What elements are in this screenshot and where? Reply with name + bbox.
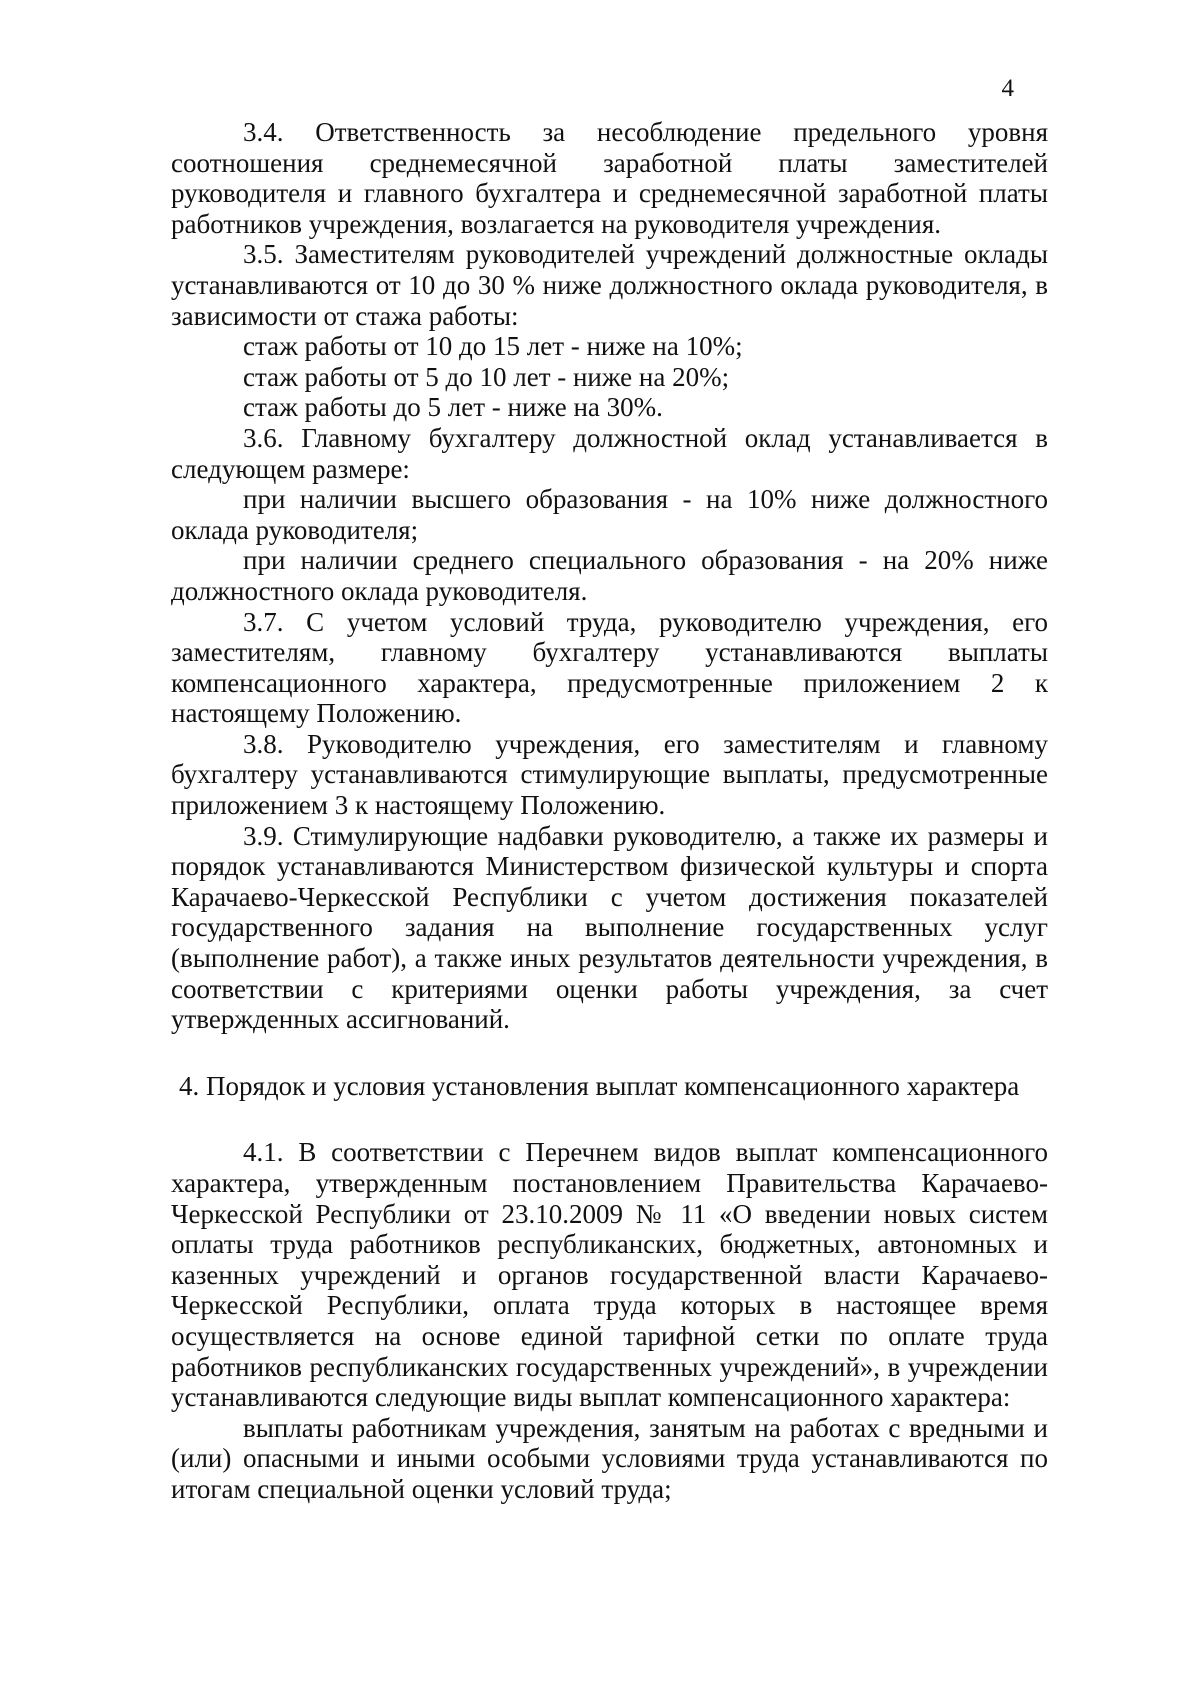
page-number: 4 — [1001, 75, 1014, 102]
list-item: стаж работы до 5 лет - ниже на 30%. — [243, 392, 663, 423]
list-item: стаж работы от 5 до 10 лет - ниже на 20%; — [243, 361, 730, 392]
list-item: стаж работы от 10 до 15 лет - ниже на 10%; — [243, 331, 743, 362]
paragraph-4-1: 4.1. В соответствии с Перечнем видов выплат компенсационного характера, утвержденным постановлением Правительства Карачаево-Черкесской Республики от 23.10.2009 № 11 «О введении новых систем оплаты труда работников республиканских, бюджетных, автономных и казенных учреждений и органов государственной власти Карачаево-Черкесской Республики, оплата труда которых в настоящее время осуществляется на основе единой тарифной сетки по оплате труда работников республиканских государственных учреждений», в учреждении устанавливаются следующие виды выплат компенсационного характера: — [171, 1137, 1048, 1413]
paragraph-3-4: 3.4. Ответственность за несоблюдение предельного уровня соотношения среднемесячной заработной платы заместителей руководителя и главного бухгалтера и среднемесячной заработной платы работников учреждения, возлагается на руководителя учреждения. — [171, 117, 1048, 239]
document-body — [171, 117, 1048, 1505]
paragraph-3-9: 3.9. Стимулирующие надбавки руководителю, а также их размеры и порядок устанавливаются Министерством физической культуры и спорта Карачаево-Черкесской Республики с учетом достижения показателей государственного задания на выполнение государственных услуг (выполнение работ), а также иных результатов деятельности учреждения, в соответствии с критериями оценки работы учреждения, за счет утвержденных ассигнований. — [171, 820, 1048, 1035]
paragraph-3-6: 3.6. Главному бухгалтеру должностной оклад устанавливается в следующем размере: — [171, 422, 1048, 484]
section-heading: 4. Порядок и условия установления выплат компенсационного характера — [179, 1070, 1020, 1101]
paragraph-3-5: 3.5. Заместителям руководителей учреждений должностные оклады устанавливаются от 10 до 30 % ниже должностного оклада руководителя, в зависимости от стажа работы: — [171, 239, 1048, 331]
list-item: выплаты работникам учреждения, занятым на работах с вредными и (или) опасными и иными особыми условиями труда устанавливаются по итогам специальной оценки условий труда; — [171, 1412, 1048, 1504]
paragraph-3-7: 3.7. С учетом условий труда, руководителю учреждения, его заместителям, главному бухгалтеру устанавливаются выплаты компенсационного характера, предусмотренные приложением 2 к настоящему Положению. — [171, 606, 1048, 729]
list-item: при наличии среднего специального образования - на 20% ниже должностного оклада руководителя. — [171, 545, 1048, 606]
list-item: при наличии высшего образования - на 10% ниже должностного оклада руководителя; — [171, 484, 1048, 545]
paragraph-3-8: 3.8. Руководителю учреждения, его заместителям и главному бухгалтеру устанавливаются стимулирующие выплаты, предусмотренные приложением 3 к настоящему Положению. — [171, 728, 1048, 821]
